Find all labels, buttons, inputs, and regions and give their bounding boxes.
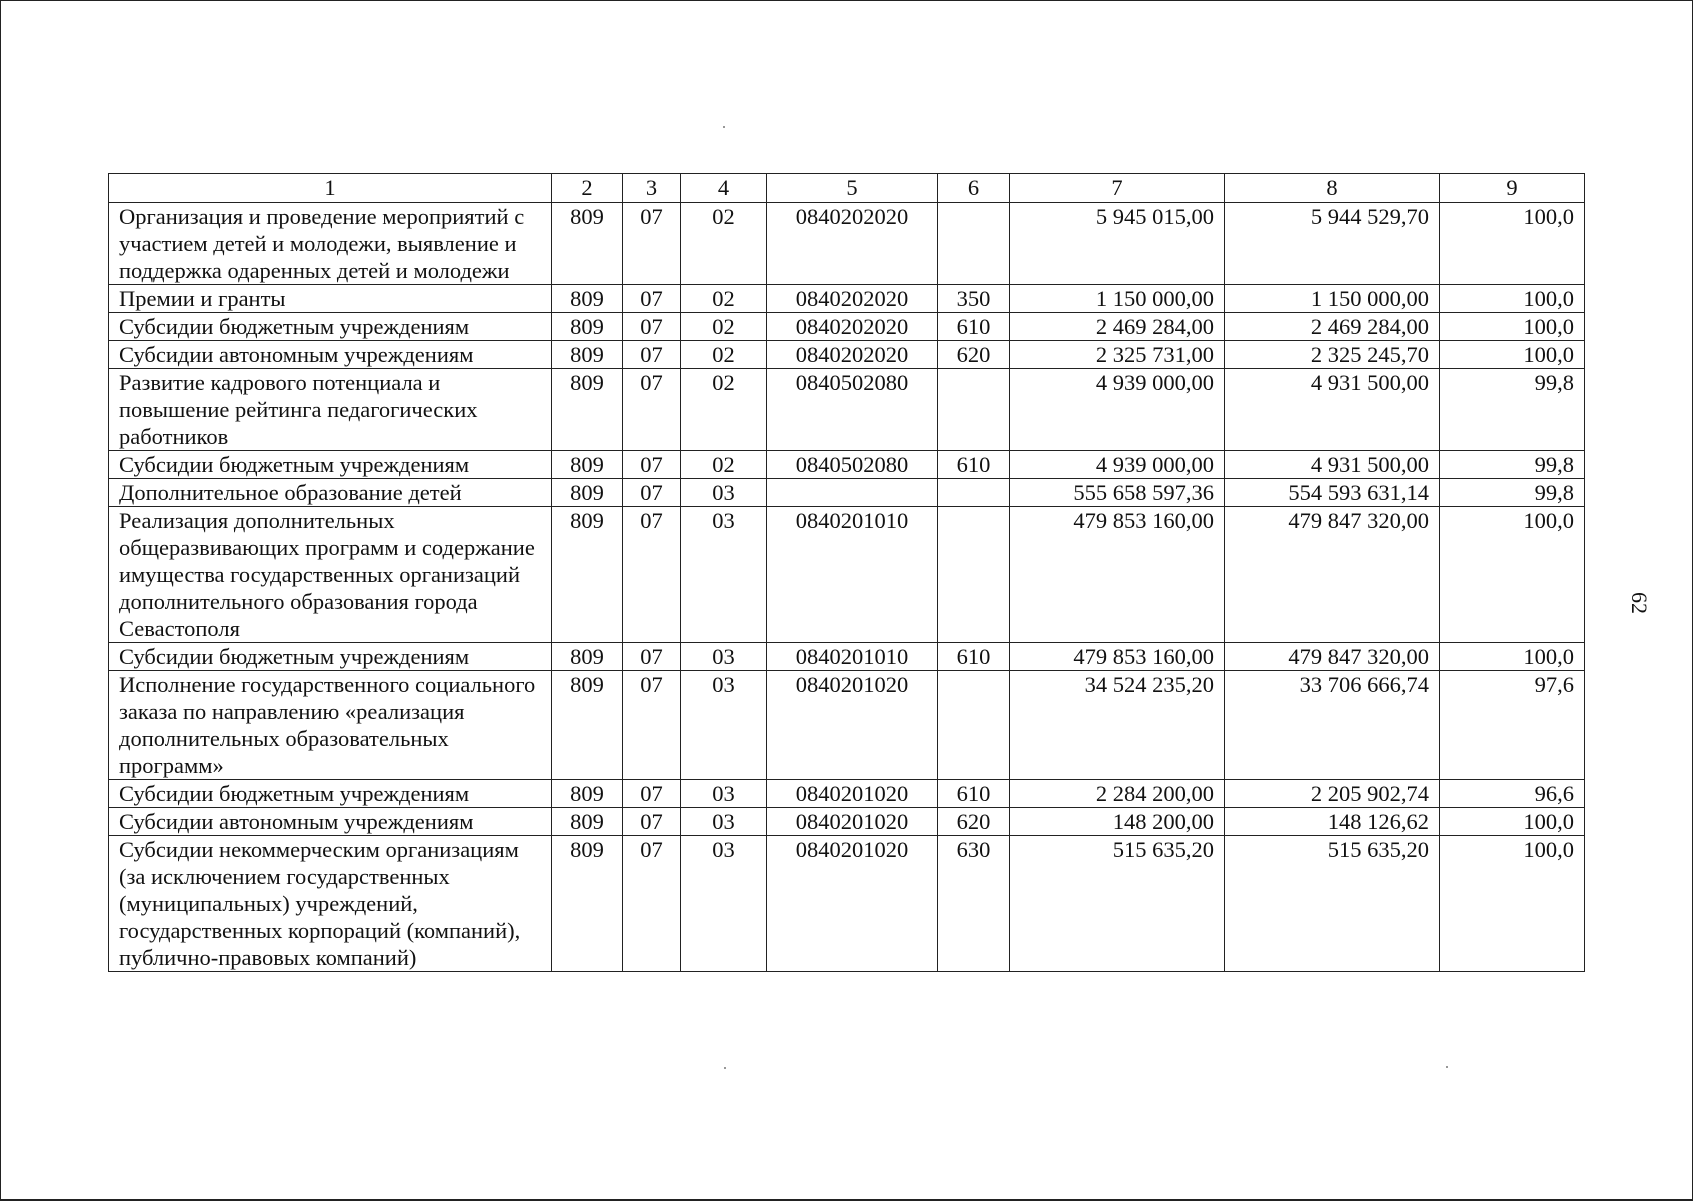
table-row: [109, 203, 1585, 285]
expense-type-cell: 610: [938, 313, 1010, 341]
scan-speck: [724, 1067, 726, 1069]
section-cell: 07: [623, 808, 681, 836]
target-article-cell: 0840201020: [767, 808, 938, 836]
code-cell: 809: [552, 285, 623, 313]
table-row: [109, 671, 1585, 780]
target-article-cell: 0840502080: [767, 451, 938, 479]
expense-type-cell: [938, 203, 1010, 285]
executed-amount-cell: 2 205 902,74: [1225, 780, 1440, 808]
code-cell: 809: [552, 808, 623, 836]
executed-amount-cell: 2 325 245,70: [1225, 341, 1440, 369]
expense-type-cell: 610: [938, 780, 1010, 808]
column-number-header: 6: [938, 174, 1010, 203]
code-cell: 809: [552, 643, 623, 671]
expense-type-cell: [938, 671, 1010, 780]
budget-table: [108, 173, 1585, 972]
scan-speck: [723, 126, 725, 128]
row-name-cell: Субсидии автономным учреждениям: [109, 808, 552, 836]
code-cell: 809: [552, 479, 623, 507]
target-article-cell: 0840202020: [767, 341, 938, 369]
subsection-cell: 02: [681, 341, 767, 369]
expense-type-cell: [938, 507, 1010, 643]
executed-amount-cell: 33 706 666,74: [1225, 671, 1440, 780]
executed-amount-cell: 148 126,62: [1225, 808, 1440, 836]
expense-type-cell: 610: [938, 451, 1010, 479]
subsection-cell: 03: [681, 780, 767, 808]
row-name-cell: Субсидии бюджетным учреждениям: [109, 780, 552, 808]
target-article-cell: 0840201020: [767, 671, 938, 780]
subsection-cell: 02: [681, 369, 767, 451]
executed-amount-cell: 2 469 284,00: [1225, 313, 1440, 341]
planned-amount-cell: 2 469 284,00: [1010, 313, 1225, 341]
section-cell: 07: [623, 479, 681, 507]
column-number-row: [109, 174, 1585, 203]
percent-cell: 100,0: [1440, 507, 1585, 643]
percent-cell: 97,6: [1440, 671, 1585, 780]
percent-cell: 99,8: [1440, 479, 1585, 507]
code-cell: 809: [552, 836, 623, 972]
subsection-cell: 03: [681, 808, 767, 836]
percent-cell: 99,8: [1440, 369, 1585, 451]
table-row: [109, 643, 1585, 671]
percent-cell: 99,8: [1440, 451, 1585, 479]
executed-amount-cell: 479 847 320,00: [1225, 507, 1440, 643]
planned-amount-cell: 148 200,00: [1010, 808, 1225, 836]
section-cell: 07: [623, 369, 681, 451]
expense-type-cell: 630: [938, 836, 1010, 972]
table-row: [109, 341, 1585, 369]
target-article-cell: [767, 479, 938, 507]
code-cell: 809: [552, 780, 623, 808]
table-row: [109, 780, 1585, 808]
column-number-header: 3: [623, 174, 681, 203]
executed-amount-cell: 5 944 529,70: [1225, 203, 1440, 285]
row-name-cell: Организация и проведение мероприятий с участием детей и молодежи, выявление и поддержка одаренных детей и молодежи: [109, 203, 552, 285]
table-row: [109, 313, 1585, 341]
code-cell: 809: [552, 507, 623, 643]
row-name-cell: Премии и гранты: [109, 285, 552, 313]
code-cell: 809: [552, 369, 623, 451]
page-number: 62: [1627, 592, 1652, 614]
code-cell: 809: [552, 341, 623, 369]
percent-cell: 100,0: [1440, 285, 1585, 313]
executed-amount-cell: 479 847 320,00: [1225, 643, 1440, 671]
planned-amount-cell: 1 150 000,00: [1010, 285, 1225, 313]
expense-type-cell: [938, 369, 1010, 451]
column-number-header: 1: [109, 174, 552, 203]
expense-type-cell: 350: [938, 285, 1010, 313]
column-number-header: 8: [1225, 174, 1440, 203]
scan-speck: [1446, 1066, 1448, 1068]
column-number-header: 5: [767, 174, 938, 203]
row-name-cell: Дополнительное образование детей: [109, 479, 552, 507]
planned-amount-cell: 515 635,20: [1010, 836, 1225, 972]
executed-amount-cell: 4 931 500,00: [1225, 451, 1440, 479]
percent-cell: 100,0: [1440, 836, 1585, 972]
subsection-cell: 03: [681, 479, 767, 507]
column-number-header: 2: [552, 174, 623, 203]
expense-type-cell: 610: [938, 643, 1010, 671]
row-name-cell: Субсидии бюджетным учреждениям: [109, 643, 552, 671]
section-cell: 07: [623, 341, 681, 369]
section-cell: 07: [623, 836, 681, 972]
column-number-header: 7: [1010, 174, 1225, 203]
row-name-cell: Исполнение государственного социального заказа по направлению «реализация дополнительных образовательных программ»: [109, 671, 552, 780]
percent-cell: 100,0: [1440, 313, 1585, 341]
section-cell: 07: [623, 203, 681, 285]
subsection-cell: 02: [681, 285, 767, 313]
percent-cell: 100,0: [1440, 341, 1585, 369]
table-row: [109, 836, 1585, 972]
section-cell: 07: [623, 451, 681, 479]
subsection-cell: 02: [681, 313, 767, 341]
subsection-cell: 02: [681, 203, 767, 285]
subsection-cell: 03: [681, 507, 767, 643]
planned-amount-cell: 5 945 015,00: [1010, 203, 1225, 285]
section-cell: 07: [623, 507, 681, 643]
target-article-cell: 0840201010: [767, 507, 938, 643]
executed-amount-cell: 1 150 000,00: [1225, 285, 1440, 313]
code-cell: 809: [552, 671, 623, 780]
planned-amount-cell: 34 524 235,20: [1010, 671, 1225, 780]
code-cell: 809: [552, 451, 623, 479]
section-cell: 07: [623, 285, 681, 313]
table-row: [109, 285, 1585, 313]
planned-amount-cell: 2 284 200,00: [1010, 780, 1225, 808]
expense-type-cell: 620: [938, 808, 1010, 836]
expense-type-cell: 620: [938, 341, 1010, 369]
target-article-cell: 0840201020: [767, 836, 938, 972]
section-cell: 07: [623, 671, 681, 780]
column-number-header: 4: [681, 174, 767, 203]
row-name-cell: Субсидии автономным учреждениям: [109, 341, 552, 369]
table-row: [109, 507, 1585, 643]
planned-amount-cell: 4 939 000,00: [1010, 451, 1225, 479]
executed-amount-cell: 4 931 500,00: [1225, 369, 1440, 451]
code-cell: 809: [552, 313, 623, 341]
target-article-cell: 0840202020: [767, 203, 938, 285]
executed-amount-cell: 554 593 631,14: [1225, 479, 1440, 507]
planned-amount-cell: 4 939 000,00: [1010, 369, 1225, 451]
percent-cell: 100,0: [1440, 808, 1585, 836]
row-name-cell: Субсидии бюджетным учреждениям: [109, 451, 552, 479]
row-name-cell: Реализация дополнительных общеразвивающих программ и содержание имущества государственных организаций дополнительного образования города Севастополя: [109, 507, 552, 643]
row-name-cell: Субсидии бюджетным учреждениям: [109, 313, 552, 341]
table-row: [109, 369, 1585, 451]
table-row: [109, 451, 1585, 479]
percent-cell: 100,0: [1440, 203, 1585, 285]
percent-cell: 100,0: [1440, 643, 1585, 671]
planned-amount-cell: 555 658 597,36: [1010, 479, 1225, 507]
table-row: [109, 808, 1585, 836]
target-article-cell: 0840202020: [767, 285, 938, 313]
section-cell: 07: [623, 780, 681, 808]
planned-amount-cell: 479 853 160,00: [1010, 643, 1225, 671]
subsection-cell: 03: [681, 643, 767, 671]
planned-amount-cell: 2 325 731,00: [1010, 341, 1225, 369]
section-cell: 07: [623, 313, 681, 341]
target-article-cell: 0840201010: [767, 643, 938, 671]
row-name-cell: Субсидии некоммерческим организациям (за исключением государственных (муниципальных) учреждений, государственных корпораций (компаний), публично-правовых компаний): [109, 836, 552, 972]
target-article-cell: 0840502080: [767, 369, 938, 451]
code-cell: 809: [552, 203, 623, 285]
target-article-cell: 0840201020: [767, 780, 938, 808]
expense-type-cell: [938, 479, 1010, 507]
table-body: [109, 203, 1585, 972]
subsection-cell: 02: [681, 451, 767, 479]
row-name-cell: Развитие кадрового потенциала и повышение рейтинга педагогических работников: [109, 369, 552, 451]
subsection-cell: 03: [681, 836, 767, 972]
subsection-cell: 03: [681, 671, 767, 780]
table-row: [109, 479, 1585, 507]
planned-amount-cell: 479 853 160,00: [1010, 507, 1225, 643]
target-article-cell: 0840202020: [767, 313, 938, 341]
percent-cell: 96,6: [1440, 780, 1585, 808]
section-cell: 07: [623, 643, 681, 671]
executed-amount-cell: 515 635,20: [1225, 836, 1440, 972]
column-number-header: 9: [1440, 174, 1585, 203]
